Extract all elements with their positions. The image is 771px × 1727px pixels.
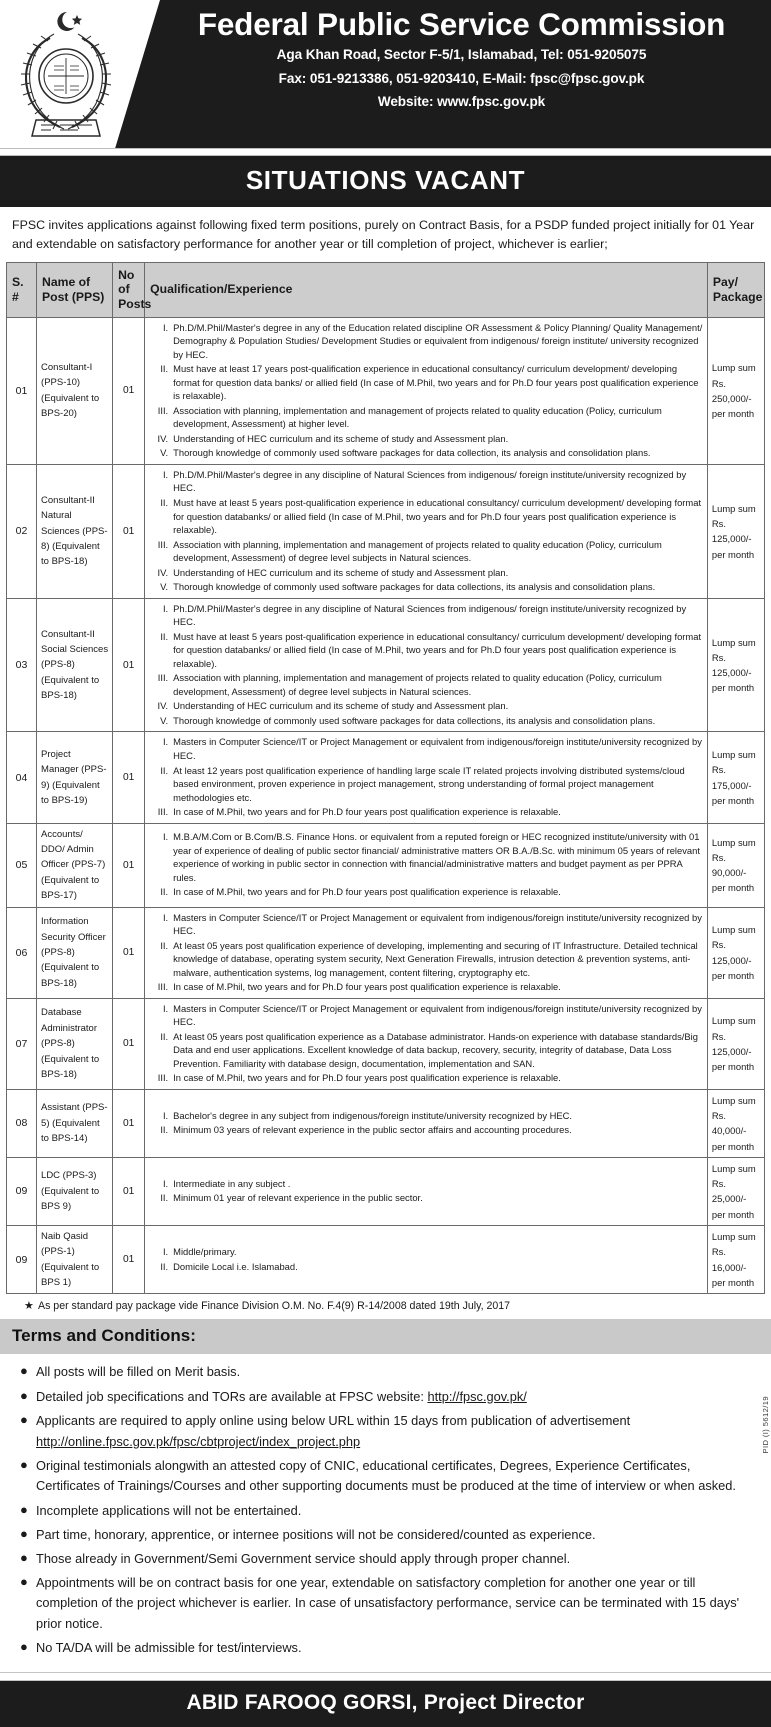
header-divider [0,148,771,156]
qualification-item [149,446,703,460]
intro-paragraph: FPSC invites applications against following fixed term positions, purely on Contract Basis, for a PSDP funded project initially for 01 Year and extendable on satisfactory performance for another year or till completion of project, whichever is earlier; [12,218,755,251]
cell-number-of-posts: 01 [113,598,145,732]
qualification-item [149,1109,703,1123]
cell-number-of-posts: 01 [113,317,145,464]
qualification-text: Association with planning, implementation and management of projects related to quality education (Policy, curriculum development, Assessment) of degree level subjects in Natural sciences. [173,672,662,697]
qualification-numeral: III. [157,404,169,416]
qualification-text: At least 05 years post qualification experience of developing, implementing and securing of IT Infrastructure. Detailed technical knowledge of database, operating system security, Next Generation Firewalls, intrusion detection & prevention systems, anti-malware, authentication systems, log management, content filtering, cryptography etc. [173,939,698,978]
qualification-text: In case of M.Phil, two years and for Ph.D four years post qualification experience is relaxable. [173,981,561,993]
qualification-text: In case of M.Phil, two years and for Ph.D four years post qualification experience is relaxable. [173,806,561,818]
cell-serial: 02 [7,464,37,598]
terms-item [14,1362,757,1382]
qualification-text: Masters in Computer Science/IT or Project Management or equivalent from indigenous/foreign institute/university recognized by HEC. [173,1002,702,1028]
signatory-footer: ABID FAROOQ GORSI, Project Director [0,1681,771,1727]
header-text-block [160,0,763,148]
qualification-text: Minimum 03 years of relevant experience in the public sector affairs and accounting procedures. [173,1124,572,1136]
cell-number-of-posts: 01 [113,732,145,823]
cell-serial: 03 [7,598,37,732]
qualification-item [149,980,703,994]
qualification-item [149,830,703,884]
qualification-item [149,1123,703,1137]
qualification-item [149,699,703,713]
qualification-numeral: II. [160,630,169,642]
qualification-text: Understanding of HEC curriculum and its scheme of study and Assessment plan. [173,700,509,712]
cell-serial: 06 [7,907,37,998]
footer-divider [0,1672,771,1681]
qualification-text: Must have at least 17 years post-qualification experience in educational consultancy/ curriculum development/ developing format for question data banks/ or allied field (In case of M.Phil, two years and for Ph.D four years post qualification experience is relaxable). [173,363,699,402]
qualification-numeral: II. [160,886,169,898]
qualification-text: In case of M.Phil, two years and for Ph.D four years post qualification experience is relaxable. [173,1072,561,1084]
qualification-text: Bachelor's degree in any subject from indigenous/foreign institute/university recognized by HEC. [173,1109,573,1121]
cell-pay-package: Lump sum Rs. 250,000/- per month [707,317,764,464]
cell-serial: 01 [7,317,37,464]
qualification-text: In case of M.Phil, two years and for Ph.D four years post qualification experience is relaxable. [173,886,561,898]
terms-item [14,1525,757,1545]
qualification-numeral: IV. [157,566,169,578]
qualification-numeral: II. [160,496,169,508]
terms-item [14,1411,757,1452]
qualification-numeral: II. [160,764,169,776]
cell-post-name: Assistant (PPS-5) (Equivalent to BPS-14) [37,1089,113,1157]
table-row [7,907,765,998]
qualification-numeral: I. [162,1109,169,1121]
terms-item [14,1456,757,1496]
cell-qualification [145,598,708,732]
terms-item-text: Those already in Government/Semi Government service should apply through proper channel. [36,1551,571,1567]
cell-number-of-posts: 01 [113,998,145,1089]
terms-item [14,1387,757,1407]
terms-item [14,1638,757,1658]
qualification-text: Understanding of HEC curriculum and its scheme of study and Assessment plan. [173,566,509,578]
terms-item-text: No TA/DA will be admissible for test/interviews. [36,1639,302,1655]
table-row [7,464,765,598]
qualification-text: At least 12 years post qualification experience of handling large scale IT related projects involving distributed systems/cloud based environment, proven experience in project management, strong understanding of formal project management methodologies etc. [173,764,685,803]
qualification-numeral: IV. [157,432,169,444]
star-icon: ★ [24,1300,34,1313]
pay-package-footnote [0,1294,771,1319]
terms-inline-link[interactable]: http://fpsc.gov.pk/ [427,1388,527,1404]
cell-pay-package: Lump sum Rs. 175,000/- per month [707,732,764,823]
qualification-numeral: I. [162,1246,169,1258]
qualification-item [149,805,703,819]
situations-vacant-banner: SITUATIONS VACANT [0,156,771,207]
cell-pay-package: Lump sum Rs. 125,000/- per month [707,598,764,732]
qualification-list [149,911,703,994]
fax-email-line: Fax: 051-9213386, 051-9203410, E-Mail: fpsc@fpsc.gov.pk [278,70,645,86]
cell-post-name: Accounts/ DDO/ Admin Officer (PPS-7) (Equivalent to BPS-17) [37,823,113,907]
qualification-item [149,602,703,629]
qualification-numeral: I. [162,468,169,480]
terms-item [14,1573,757,1634]
terms-item-text: Part time, honorary, apprentice, or internee positions will not be considered/counted as experience. [36,1526,596,1542]
terms-item-text: Applicants are required to apply online using below URL within 15 days from publication of advertisement [36,1412,631,1428]
qualification-text: Must have at least 5 years post-qualification experience in educational consultancy/ curriculum development/ developing format for question databanks/ or allied field (In case of M.Phil, two years and for Ph.D four years post qualification experience is relaxable). [173,496,702,536]
table-row [7,998,765,1089]
bullet-icon: ● [20,1411,28,1427]
qualification-item [149,764,703,805]
website-line: Website: www.fpsc.gov.pk [377,93,546,109]
qualification-numeral: II. [160,1260,169,1272]
table-row [7,823,765,907]
cell-number-of-posts: 01 [113,1157,145,1225]
qualification-text: Domicile Local i.e. Islamabad. [173,1260,298,1272]
terms-item-text: Original testimonials alongwith an attested copy of CNIC, educational certificates, Degrees, Experience Certificates, Certificates of Trainings/Courses and other supporting documents must be produced at the time of interview or when asked. [36,1458,736,1494]
table-row [7,1225,765,1294]
table-row [7,732,765,823]
terms-item [14,1501,757,1521]
qualification-list [149,468,703,594]
cell-qualification [145,1225,708,1294]
terms-item [14,1549,757,1569]
qualification-item [149,1030,703,1071]
cell-post-name: Database Administrator (PPS-8) (Equivalent to BPS-18) [37,998,113,1089]
qualification-text: Ph.D/M.Phil/Master's degree in any of the Education related discipline OR Assessment & Policy Planning/ Quality Management/ Demography & Population Studies/ Development Studies or equivalent from indigenous/ foreign institute/ university recognized by HEC. [173,321,703,360]
qualification-list [149,1002,703,1085]
qualification-numeral: V. [160,447,169,459]
qualification-item [149,1191,703,1205]
qualification-numeral: III. [157,538,169,550]
cell-post-name: LDC (PPS-3) (Equivalent to BPS 9) [37,1157,113,1225]
qualification-numeral: II. [160,1030,169,1042]
qualification-text: Thorough knowledge of commonly used software packages for data collections, its analysis and consolidation plans. [173,581,656,593]
qualification-text: M.B.A/M.Com or B.Com/B.S. Finance Hons. or equivalent from a reputed foreign or HEC recognized institute/university with 01 year of experience of dealing of public sector financial/ administrative matters OR B.A./B.Sc. with minimum 05 years of relevant experience of working in public sector in connection with financial/administrative matters and budget payment as per PPRA rules. [173,831,700,883]
qualification-text: Understanding of HEC curriculum and its scheme of study and Assessment plan. [173,432,509,444]
cell-qualification [145,823,708,907]
qualification-list [149,1109,703,1137]
qualification-numeral: I. [162,321,169,333]
terms-apply-url-link[interactable]: http://online.fpsc.gov.pk/fpsc/cbtproject/index_project.php [36,1433,361,1449]
masthead [0,0,771,148]
terms-item-text: Detailed job specifications and TORs are available at FPSC website: [36,1388,428,1404]
qualification-text: Association with planning, implementation and management of projects related to quality education (Policy, curriculum development, Assessment) of degree level subjects in Natural sciences. [173,538,662,564]
terms-item-text: Appointments will be on contract basis for one year, extendable on satisfactory completion for another one year or till completion of the project whichever is earlier. In case of unsatisfactory performance, service can be terminated with 15 days' prior notice. [36,1575,740,1631]
cell-number-of-posts: 01 [113,1089,145,1157]
qualification-item [149,630,703,671]
bullet-icon: ● [20,1363,28,1379]
publication-id-code: PID (I) 5612/19 [761,1396,770,1454]
cell-post-name: Consultant-II Natural Sciences (PPS-8) (Equivalent to BPS-18) [37,464,113,598]
cell-qualification [145,464,708,598]
column-header-serial: S. # [7,262,37,317]
cell-serial: 09 [7,1157,37,1225]
table-row [7,317,765,464]
qualification-numeral: III. [157,981,169,993]
cell-number-of-posts: 01 [113,907,145,998]
cell-post-name: Consultant-II Social Sciences (PPS-8) (Equivalent to BPS-18) [37,598,113,732]
qualification-numeral: I. [162,911,169,923]
qualification-text: Intermediate in any subject . [173,1177,291,1189]
qualification-list [149,735,703,818]
qualification-numeral: I. [162,736,169,748]
pakistan-fpsc-emblem-icon [10,4,122,144]
bullet-icon: ● [20,1550,28,1566]
jobs-table-header [7,262,765,317]
qualification-numeral: II. [160,1124,169,1136]
qualification-numeral: II. [160,363,169,375]
cell-pay-package: Lump sum Rs. 16,000/- per month [707,1225,764,1294]
qualification-item [149,714,703,728]
cell-qualification [145,317,708,464]
qualification-list [149,830,703,899]
qualification-item [149,432,703,446]
terms-heading: Terms and Conditions: [0,1319,771,1354]
qualification-text: Ph.D/M.Phil/Master's degree in any discipline of Natural Sciences from indigenous/ foreign institute/university recognized by HEC. [173,468,687,494]
cell-post-name: Project Manager (PPS-9) (Equivalent to BPS-19) [37,732,113,823]
qualification-item [149,885,703,899]
qualification-text: Masters in Computer Science/IT or Project Management or equivalent from indigenous/foreign institute/university recognized by HEC. [173,911,702,937]
qualification-text: Association with planning, implementation and management of projects related to quality education (Policy, curriculum development, Assessment) at higher level. [173,404,662,430]
qualification-list [149,321,703,460]
qualification-numeral: II. [160,1192,169,1204]
cell-pay-package: Lump sum Rs. 40,000/- per month [707,1089,764,1157]
qualification-list [149,602,703,728]
bullet-icon: ● [20,1501,28,1517]
cell-pay-package: Lump sum Rs. 125,000/- per month [707,998,764,1089]
qualification-numeral: III. [157,1072,169,1084]
terms-item-text: Incomplete applications will not be entertained. [36,1502,302,1518]
qualification-text: At least 05 years post qualification experience as a Database administrator. Hands-on experience with database standards/Big Data and end user applications. Excellent knowledge of data backup, recovery, security, integrity of database, Data Loss Prevention. Familiarity with database design, documentation, implementation and SAN. [173,1030,698,1069]
qualification-text: Thorough knowledge of commonly used software packages for data collection, its analysis and consolidation plans. [173,447,651,459]
column-header-qualification: Qualification/Experience [145,262,708,317]
bullet-icon: ● [20,1574,28,1590]
qualification-numeral: III. [157,672,169,684]
table-row [7,598,765,732]
cell-pay-package: Lump sum Rs. 125,000/- per month [707,907,764,998]
qualification-item [149,1245,703,1259]
qualification-text: Thorough knowledge of commonly used software packages for data collections, its analysis and consolidation plans. [173,714,656,726]
qualification-numeral: I. [162,602,169,614]
terms-list [14,1362,757,1658]
bullet-icon: ● [20,1457,28,1473]
cell-post-name: Consultant-I (PPS-10) (Equivalent to BPS-20) [37,317,113,464]
footnote-text: As per standard pay package vide Finance Division O.M. No. F.4(9) R-14/2008 dated 19th July, 2017 [38,1300,511,1313]
qualification-numeral: V. [160,714,169,726]
qualification-numeral: II. [160,939,169,951]
qualification-item [149,404,703,431]
cell-qualification [145,1157,708,1225]
cell-serial: 08 [7,1089,37,1157]
qualification-item [149,538,703,565]
qualification-text: Masters in Computer Science/IT or Project Management or equivalent from indigenous/foreign institute/university recognized by HEC. [173,736,702,762]
qualification-list [149,1177,703,1205]
table-header-row [7,262,765,317]
bullet-icon: ● [20,1525,28,1541]
qualification-numeral: I. [162,1177,169,1189]
qualification-item [149,1260,703,1274]
jobs-table-wrapper [0,262,771,1295]
bullet-icon: ● [20,1638,28,1654]
column-header-post: Name of Post (PPS) [37,262,113,317]
cell-pay-package: Lump sum Rs. 90,000/- per month [707,823,764,907]
cell-pay-package: Lump sum Rs. 25,000/- per month [707,1157,764,1225]
qualification-numeral: III. [157,806,169,818]
qualification-list [149,1245,703,1273]
qualification-text: Must have at least 5 years post-qualification experience in educational consultancy/ curriculum development/ developing format for question databanks/ or allied field (In case of M.Phil, two years and for Ph.D four years post qualification experience is relaxable). [173,630,702,669]
qualification-numeral: IV. [157,700,169,712]
cell-serial: 07 [7,998,37,1089]
qualification-text: Minimum 01 year of relevant experience in the public sector. [173,1192,423,1204]
cell-serial: 09 [7,1225,37,1294]
qualification-item [149,735,703,762]
column-header-posts: No of Posts [113,262,145,317]
terms-body [0,1354,771,1672]
qualification-item [149,362,703,403]
qualification-item [149,321,703,362]
cell-post-name: Information Security Officer (PPS-8) (Equivalent to BPS-18) [37,907,113,998]
terms-item-text: All posts will be filled on Merit basis. [36,1364,241,1380]
table-row [7,1157,765,1225]
qualification-item [149,496,703,537]
cell-number-of-posts: 01 [113,464,145,598]
qualification-item [149,1177,703,1191]
qualification-item [149,671,703,698]
cell-pay-package: Lump sum Rs. 125,000/- per month [707,464,764,598]
logo-panel [0,0,160,148]
qualification-item [149,1071,703,1085]
cell-qualification [145,907,708,998]
qualification-item [149,468,703,495]
qualification-numeral: V. [160,581,169,593]
qualification-numeral: I. [162,1002,169,1014]
address-line: Aga Khan Road, Sector F-5/1, Islamabad, Tel: 051-9205075 [276,47,647,63]
qualification-item [149,580,703,594]
qualification-item [149,939,703,980]
table-row [7,1089,765,1157]
qualification-text: Middle/primary. [173,1246,237,1258]
qualification-numeral: I. [162,831,169,843]
qualification-text: Ph.D/M.Phil/Master's degree in any discipline of Natural Sciences from indigenous/ foreign institute/university recognized by HEC. [173,602,687,628]
column-header-pay: Pay/ Package [707,262,764,317]
jobs-table-body [7,317,765,1294]
cell-qualification [145,1089,708,1157]
qualification-item [149,911,703,938]
jobs-table [6,262,765,1295]
cell-serial: 05 [7,823,37,907]
cell-qualification [145,732,708,823]
bullet-icon: ● [20,1387,28,1403]
cell-qualification [145,998,708,1089]
cell-post-name: Naib Qasid (PPS-1) (Equivalent to BPS 1) [37,1225,113,1294]
organization-title: Federal Public Service Commission [197,6,726,42]
cell-number-of-posts: 01 [113,823,145,907]
qualification-item [149,1002,703,1029]
qualification-item [149,566,703,580]
cell-number-of-posts: 01 [113,1225,145,1294]
cell-serial: 04 [7,732,37,823]
